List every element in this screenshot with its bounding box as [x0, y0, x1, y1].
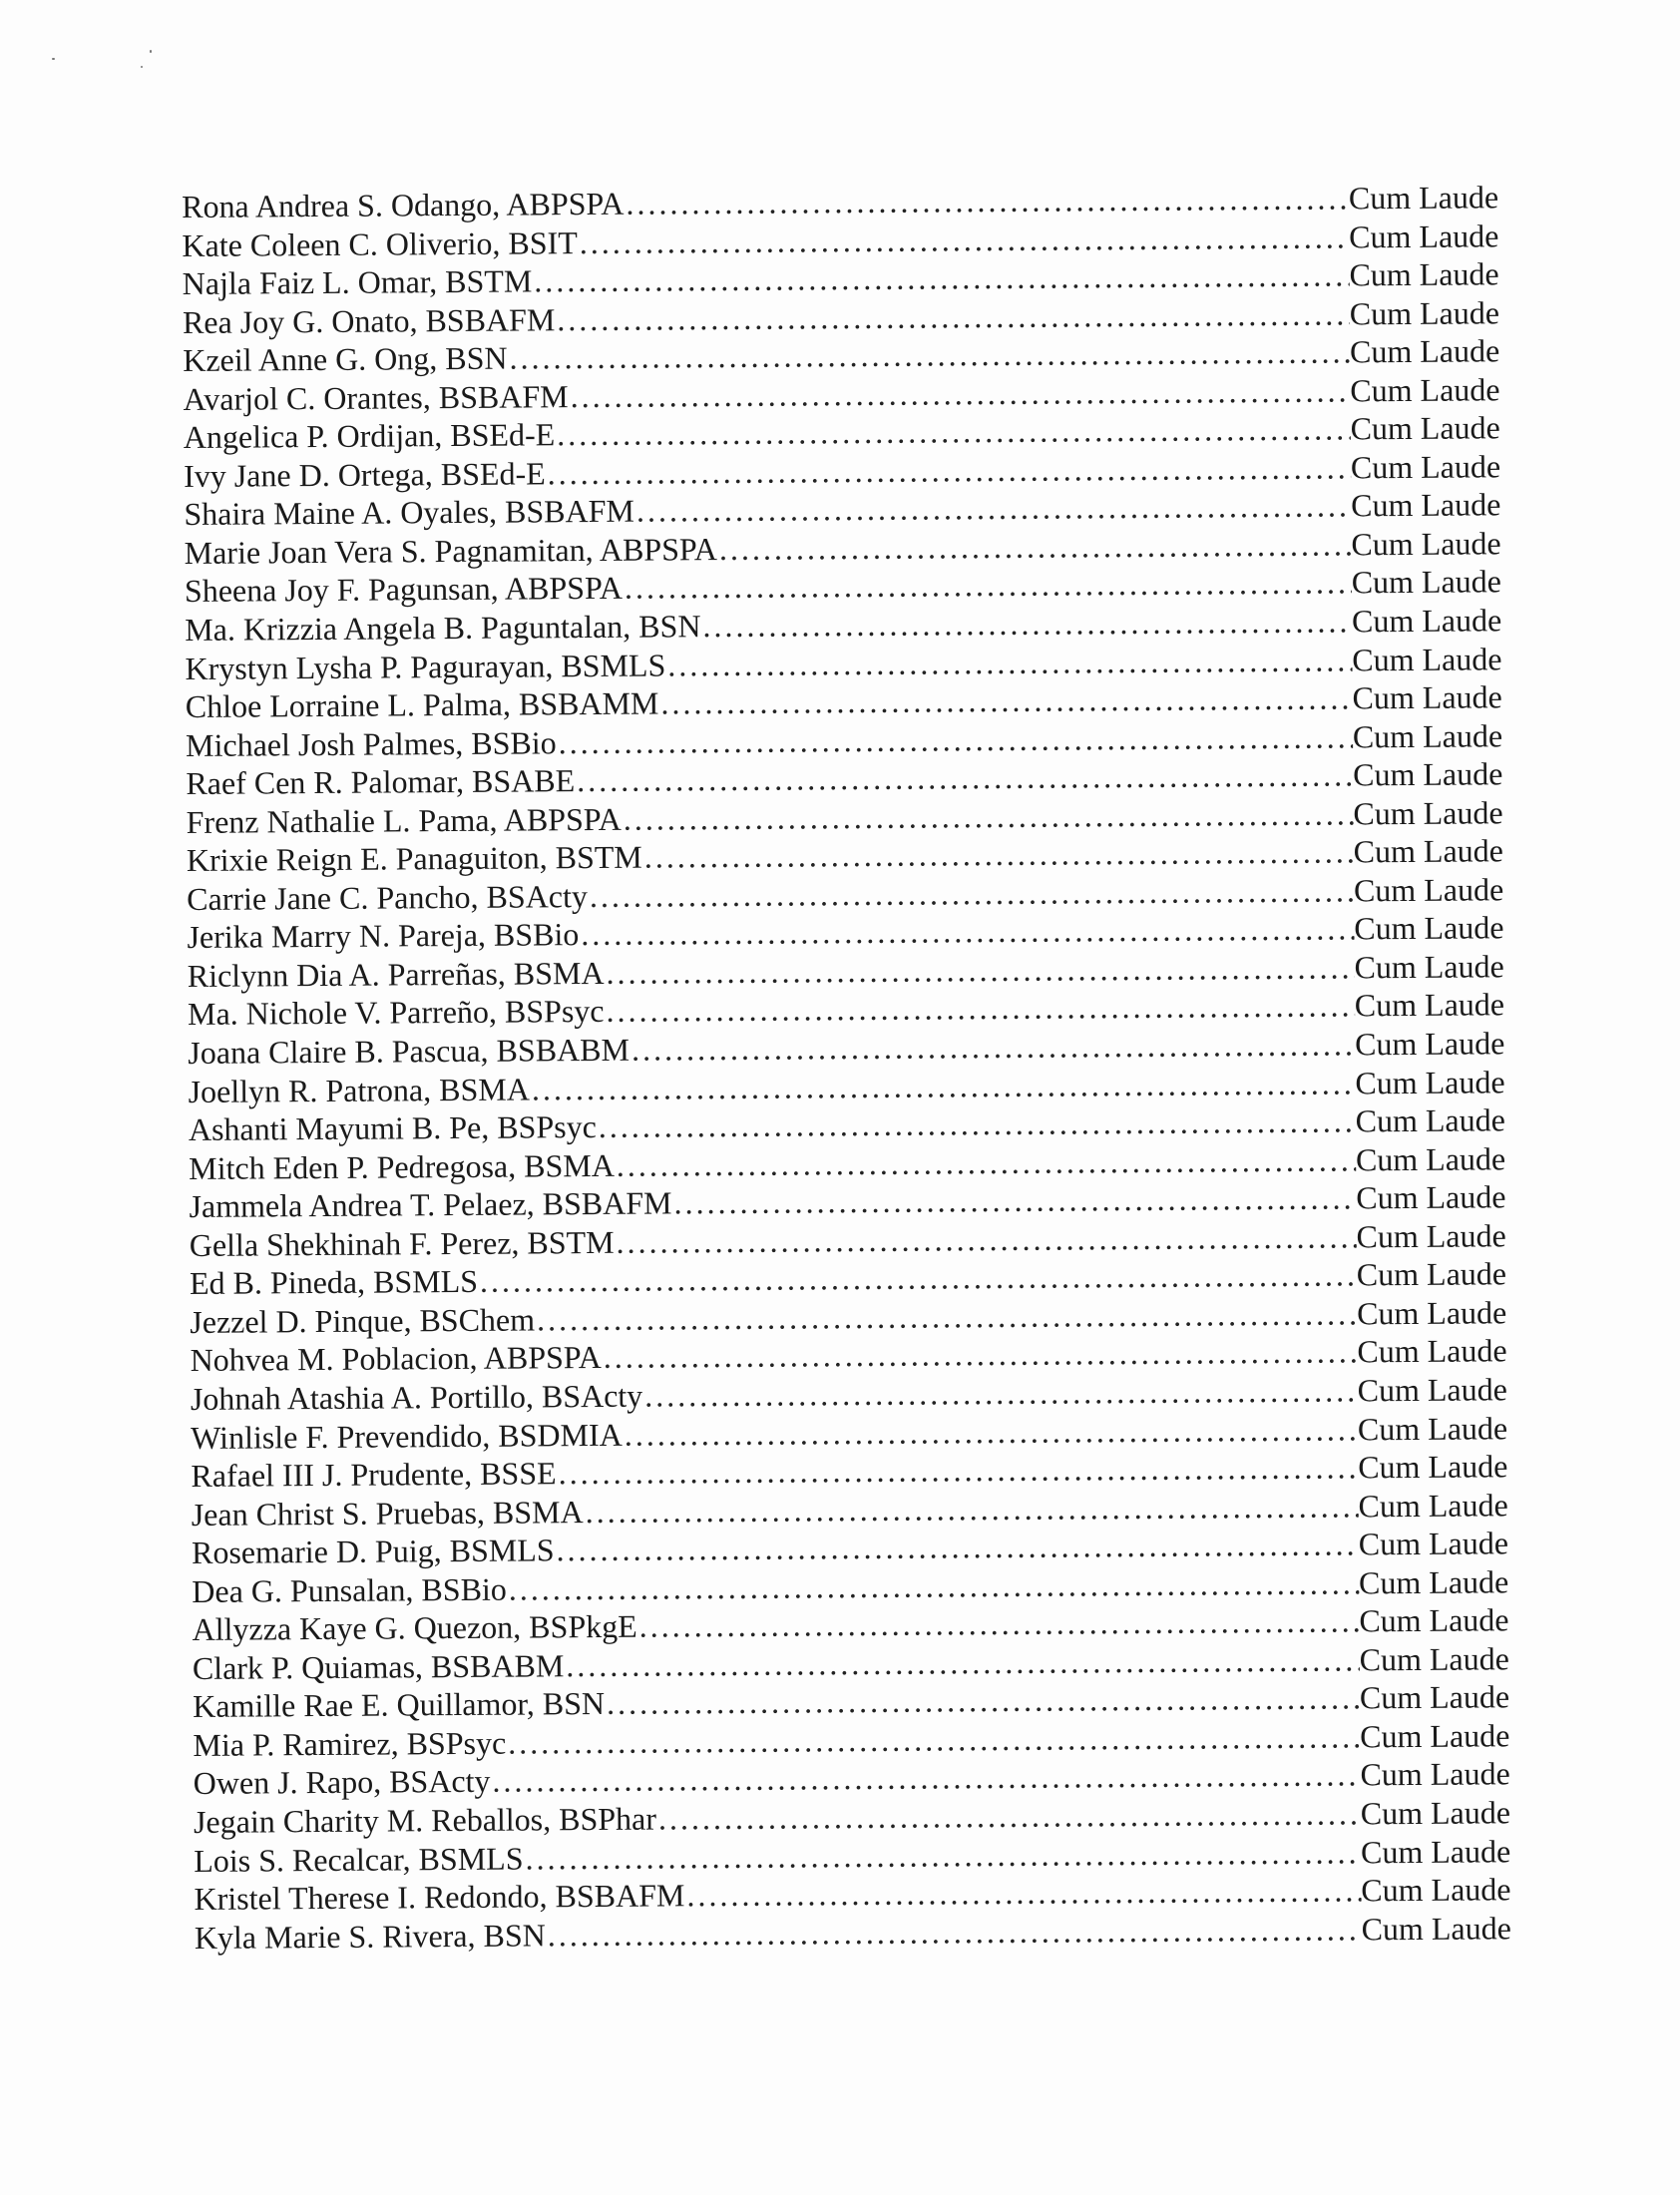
dot-leader	[614, 1217, 1356, 1261]
honor-label: Cum Laude	[1355, 1025, 1505, 1063]
graduate-name: Nohvea M. Poblacion, ABPSPA	[190, 1339, 602, 1379]
honor-label: Cum Laude	[1349, 293, 1500, 332]
list-item	[195, 1909, 1511, 1957]
dot-leader	[556, 1448, 1358, 1492]
graduate-name: Kate Coleen C. Oliverio, BSIT	[182, 223, 578, 263]
dot-leader	[535, 1294, 1357, 1339]
dot-leader	[623, 564, 1352, 608]
dot-leader	[490, 1756, 1360, 1801]
dot-leader	[671, 1179, 1356, 1223]
honor-label: Cum Laude	[1359, 1601, 1509, 1639]
honor-label: Cum Laude	[1349, 332, 1500, 370]
graduate-name: Angelica P. Ordijan, BSEd-E	[183, 416, 556, 456]
honor-label: Cum Laude	[1352, 716, 1503, 755]
honor-label: Cum Laude	[1357, 1371, 1507, 1409]
honor-label: Cum Laude	[1360, 1794, 1511, 1832]
graduate-name: Joana Claire B. Pascua, BSBABM	[188, 1031, 630, 1072]
dot-leader	[546, 448, 1351, 492]
graduate-name: Johnah Atashia A. Portillo, BSActy	[190, 1377, 643, 1417]
honor-label: Cum Laude	[1352, 678, 1502, 716]
dot-leader	[605, 1679, 1360, 1723]
honor-label: Cum Laude	[1359, 1640, 1509, 1678]
honor-list	[182, 178, 1511, 1957]
honor-label: Cum Laude	[1354, 986, 1505, 1024]
graduate-name: Ma. Krizzia Angela B. Paguntalan, BSN	[185, 608, 701, 649]
dot-leader	[656, 1794, 1361, 1838]
graduate-name: Ed B. Pineda, BSMLS	[189, 1263, 479, 1302]
honor-label: Cum Laude	[1358, 1562, 1509, 1601]
graduate-name: Jerika Marry N. Pareja, BSBio	[187, 916, 580, 956]
honor-label: Cum Laude	[1356, 1255, 1507, 1293]
honor-label: Cum Laude	[1355, 1139, 1506, 1178]
graduate-name: Rea Joy G. Onato, BSBAFM	[182, 300, 556, 340]
dot-leader	[568, 371, 1350, 415]
honor-label: Cum Laude	[1360, 1717, 1510, 1755]
dot-leader	[523, 1833, 1361, 1878]
graduate-name: Winlisle F. Prevendido, BSDMIA	[191, 1416, 623, 1456]
honor-label: Cum Laude	[1357, 1332, 1507, 1370]
dot-leader	[507, 1563, 1360, 1608]
dot-leader	[630, 1025, 1355, 1069]
graduate-name: Krixie Reign E. Panaguiton, BSTM	[186, 838, 642, 879]
dot-leader	[700, 602, 1352, 645]
dot-leader	[532, 256, 1349, 301]
dot-leader	[579, 910, 1354, 954]
dot-leader	[506, 1717, 1360, 1762]
graduate-name: Jammela Andrea T. Pelaez, BSBAFM	[189, 1184, 672, 1225]
dot-leader	[604, 987, 1355, 1031]
graduate-name: Ma. Nichole V. Parreño, BSPsyc	[187, 993, 605, 1033]
honor-label: Cum Laude	[1358, 1525, 1509, 1562]
dot-leader	[564, 1640, 1360, 1684]
honor-label: Cum Laude	[1350, 409, 1500, 447]
graduate-name: Jegain Charity M. Reballos, BSPhar	[193, 1800, 657, 1840]
dot-leader	[717, 525, 1352, 568]
dot-leader	[555, 410, 1351, 454]
honor-label: Cum Laude	[1350, 371, 1500, 409]
honor-label: Cum Laude	[1348, 179, 1499, 217]
graduate-name: Shaira Maine A. Oyales, BSBAFM	[184, 493, 635, 533]
honor-label: Cum Laude	[1351, 486, 1501, 524]
dot-leader	[634, 487, 1352, 531]
dot-leader	[642, 833, 1354, 877]
dot-leader	[575, 756, 1353, 800]
honor-label: Cum Laude	[1353, 832, 1504, 870]
graduate-name: Krystyn Lysha P. Pagurayan, BSMLS	[185, 647, 666, 686]
honor-label: Cum Laude	[1357, 1409, 1508, 1447]
honor-label: Cum Laude	[1356, 1217, 1506, 1255]
dot-leader	[624, 179, 1349, 222]
scan-speck	[150, 50, 152, 53]
graduate-name: Jean Christ S. Pruebas, BSMA	[191, 1493, 584, 1533]
graduate-name: Kzeil Anne G. Ong, BSN	[183, 339, 508, 379]
honor-label: Cum Laude	[1356, 1178, 1506, 1216]
graduate-name: Carrie Jane C. Pancho, BSActy	[187, 877, 589, 917]
graduate-name: Marie Joan Vera S. Pagnamitan, ABPSPA	[184, 530, 718, 571]
honor-label: Cum Laude	[1353, 871, 1504, 909]
dot-leader	[604, 948, 1354, 992]
graduate-name: Joellyn R. Patrona, BSMA	[188, 1071, 530, 1109]
scan-speck	[141, 66, 143, 68]
dot-leader	[615, 1140, 1356, 1184]
dot-leader	[623, 1410, 1358, 1454]
graduate-name: Sheena Joy F. Pagunsan, ABPSPA	[184, 570, 624, 610]
graduate-name: Kristel Therese I. Redondo, BSBAFM	[194, 1877, 685, 1918]
graduate-name: Kamille Rae E. Quillamor, BSN	[193, 1685, 606, 1725]
graduate-name: Rona Andrea S. Odango, ABPSPA	[182, 185, 625, 224]
scan-speck	[52, 58, 55, 60]
dot-leader	[507, 333, 1350, 378]
graduate-name: Rosemarie D. Puig, BSMLS	[191, 1532, 555, 1571]
dot-leader	[546, 1910, 1362, 1955]
dot-leader	[555, 294, 1350, 338]
graduate-name: Owen J. Rapo, BSActy	[193, 1763, 491, 1802]
dot-leader	[622, 794, 1354, 838]
honor-label: Cum Laude	[1356, 1294, 1507, 1332]
graduate-name: Raef Cen R. Palomar, BSABE	[186, 762, 576, 802]
graduate-name: Avarjol C. Orantes, BSBAFM	[183, 377, 569, 417]
dot-leader	[554, 1526, 1358, 1569]
graduate-name: Mia P. Ramirez, BSPsyc	[193, 1724, 507, 1763]
honor-label: Cum Laude	[1351, 525, 1501, 563]
dot-leader	[584, 1487, 1359, 1531]
honor-label: Cum Laude	[1355, 1101, 1506, 1139]
dot-leader	[684, 1871, 1361, 1915]
graduate-name: Jezzel D. Pinque, BSChem	[190, 1301, 536, 1340]
graduate-name: Frenz Nathalie L. Pama, ABPSPA	[186, 800, 622, 840]
honor-label: Cum Laude	[1360, 1755, 1510, 1793]
graduate-name: Dea G. Punsalan, BSBio	[192, 1570, 507, 1609]
honor-label: Cum Laude	[1350, 448, 1501, 486]
graduate-name: Chloe Lorraine L. Palma, BSBAMM	[185, 684, 659, 725]
graduate-name: Najla Faiz L. Omar, BSTM	[182, 262, 533, 302]
graduate-name: Ivy Jane D. Ortega, BSEd-E	[183, 455, 546, 494]
honor-label: Cum Laude	[1354, 909, 1504, 947]
honor-label: Cum Laude	[1361, 1909, 1511, 1947]
graduate-name: Ashanti Mayumi B. Pe, BSPsyc	[188, 1108, 597, 1148]
honor-label: Cum Laude	[1353, 794, 1503, 832]
dot-leader	[557, 717, 1354, 761]
dot-leader	[530, 1064, 1356, 1108]
graduate-name: Clark P. Quiamas, BSBABM	[192, 1647, 565, 1686]
honor-label: Cum Laude	[1351, 602, 1502, 640]
graduate-name: Riclynn Dia A. Parreñas, BSMA	[187, 954, 605, 994]
dot-leader	[637, 1602, 1360, 1646]
honor-label: Cum Laude	[1361, 1871, 1511, 1909]
honor-label: Cum Laude	[1349, 217, 1499, 254]
dot-leader	[597, 1102, 1356, 1146]
dot-leader	[578, 218, 1350, 261]
graduate-name: Allyzza Kaye G. Quezon, BSPkgE	[192, 1607, 637, 1648]
honor-label: Cum Laude	[1358, 1486, 1508, 1524]
graduate-name: Rafael III J. Prudente, BSSE	[191, 1455, 557, 1495]
dot-leader	[478, 1256, 1357, 1301]
honor-label: Cum Laude	[1360, 1832, 1511, 1870]
graduate-name: Mitch Eden P. Pedregosa, BSMA	[189, 1146, 615, 1186]
honor-label: Cum Laude	[1354, 948, 1504, 986]
honor-label: Cum Laude	[1358, 1448, 1508, 1486]
graduate-name: Gella Shekhinah F. Perez, BSTM	[189, 1223, 615, 1263]
dot-leader	[658, 679, 1352, 723]
honor-label: Cum Laude	[1349, 255, 1499, 293]
honor-label: Cum Laude	[1355, 1063, 1505, 1100]
dot-leader	[642, 1371, 1358, 1415]
dot-leader	[588, 871, 1354, 915]
honor-label: Cum Laude	[1351, 563, 1502, 601]
dot-leader	[665, 641, 1352, 684]
honor-label: Cum Laude	[1353, 755, 1503, 793]
dot-leader	[602, 1333, 1358, 1377]
graduate-name: Michael Josh Palmes, BSBio	[185, 723, 557, 763]
graduate-name: Lois S. Recalcar, BSMLS	[194, 1840, 524, 1879]
honor-label: Cum Laude	[1352, 640, 1502, 677]
graduate-name: Kyla Marie S. Rivera, BSN	[194, 1916, 546, 1956]
honor-label: Cum Laude	[1359, 1678, 1510, 1716]
